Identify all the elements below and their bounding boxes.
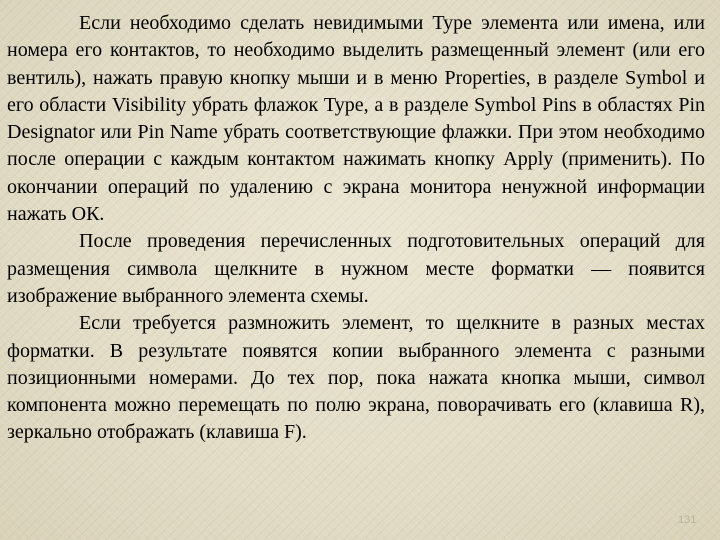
paragraph-copies: Если требуется размножить элемент, то щелкните в разных местах форматки. В результате появятся копии выбранного элемента с разными позиционными номерами. До тех пор, пока нажата кнопка мыши, символ компонента можно перемещать по полю экрана, поворачивать его (клавиша R), зеркально отображать (клавиша F). [7, 312, 705, 444]
slide-body-text [7, 10, 705, 447]
page-number: 131 [678, 514, 697, 526]
paragraph-visibility: Если необходимо сделать невидимыми Type элемента или имена, или номера его контактов, то необходимо выделить размещенный элемент (или его вентиль), нажать правую кнопку мыши и в меню Properties, в разделе Symbol и его области Visibility убрать флажок Type, а в разделе Symbol Pins в областях Pin Designator или Pin Name убрать соответствующие флажки. При этом необходимо после операции с каждым контактом нажимать кнопку Apply (применить). По окончании операций по удалению с экрана монитора ненужной информации нажать ОК. [7, 12, 705, 226]
paragraph-placement: После проведения перечисленных подготовительных операций для размещения символа щелкните в нужном месте форматки — появится изображение выбранного элемента схемы. [7, 230, 705, 307]
